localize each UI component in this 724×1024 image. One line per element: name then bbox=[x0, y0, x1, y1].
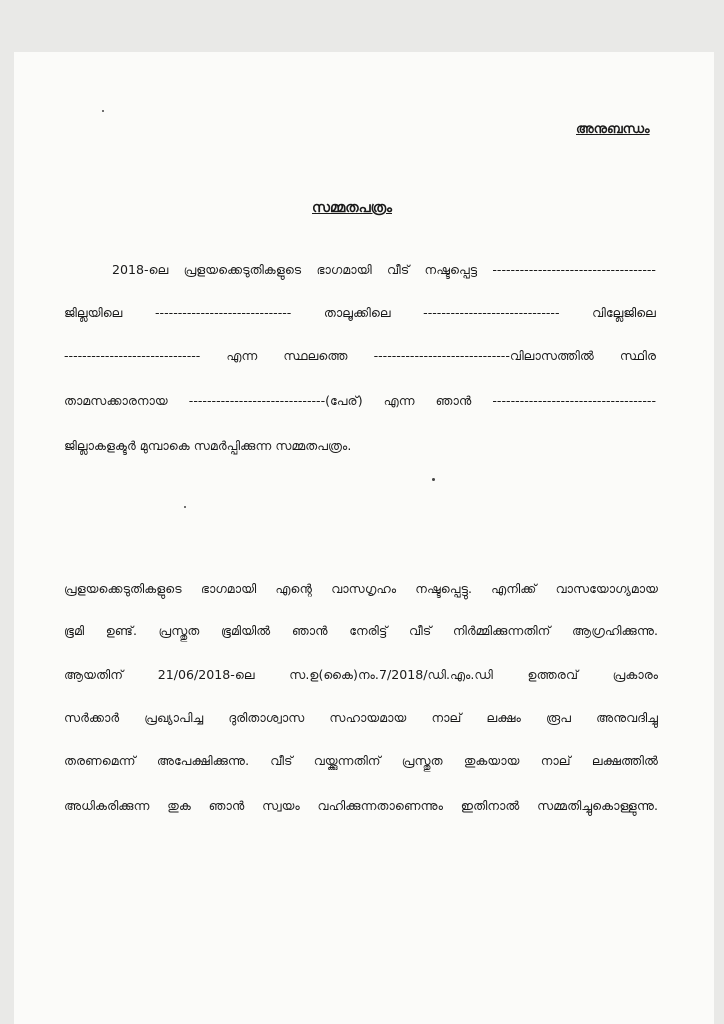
statement-line-5: തരണമെന്ന് അപേക്ഷിക്കുന്നു. വീട് വയ്ക്കുന്നതിന് പ്രസ്തുത തുകയായ നാല് ലക്ഷത്തിൽ bbox=[64, 753, 658, 768]
scan-speck bbox=[432, 478, 435, 481]
blank-field: ------------------------------(പേര്) bbox=[188, 393, 363, 408]
statement-line-6: അധികരിക്കുന്ന തുക ഞാൻ സ്വയം വഹിക്കുന്നതാണെന്നും ഇതിനാൽ സമ്മതിച്ചുകൊള്ളുന്നു. bbox=[64, 798, 658, 813]
closing-text: ജില്ലാകളക്ടർ മുമ്പാകെ സമർപ്പിക്കുന്ന സമ്മതപത്രം. bbox=[64, 438, 352, 453]
scan-speck bbox=[184, 506, 186, 508]
closing-line bbox=[64, 435, 656, 457]
form-word: സ്ഥലത്തെ bbox=[283, 348, 348, 363]
form-word: താമസക്കാരനായ bbox=[64, 393, 168, 408]
form-word: ജില്ലയിലെ bbox=[64, 305, 123, 320]
form-line-3 bbox=[64, 345, 656, 367]
form-line-2 bbox=[64, 302, 656, 324]
form-word: ഞാൻ bbox=[435, 393, 472, 408]
blank-field: ------------------------------ bbox=[423, 305, 560, 320]
form-word: 2018-ലെ bbox=[112, 262, 169, 277]
blank-field: ------------------------------ bbox=[64, 348, 201, 363]
statement-line-2: ഭൂമി ഉണ്ട്. പ്രസ്തുത ഭൂമിയിൽ ഞാൻ നേരിട്ട് വീട് നിർമ്മിക്കുന്നതിന് ആഗ്രഹിക്കുന്നു. bbox=[64, 623, 658, 638]
blank-field: ------------------------------ bbox=[155, 305, 292, 320]
blank-field: ------------------------------------ bbox=[492, 262, 656, 277]
form-line-4 bbox=[64, 390, 656, 412]
form-word: പ്രളയക്കെടുതികളുടെ bbox=[183, 262, 302, 277]
blank-field: ------------------------------------ bbox=[492, 393, 656, 408]
annex-label: അനുബന്ധം bbox=[576, 122, 650, 137]
form-word: ഭാഗമായി bbox=[316, 262, 372, 277]
form-word: എന്ന bbox=[383, 393, 415, 408]
document-page bbox=[14, 52, 714, 1024]
form-word: വില്ലേജിലെ bbox=[592, 305, 656, 320]
form-word: ------------------------------വിലാസത്തിൽ bbox=[373, 348, 594, 363]
statement-line-3: ആയതിന് 21/06/2018-ലെ സ.ഉ(കൈ)നം.7/2018/ഡി.എം.ഡി ഉത്തരവ് പ്രകാരം bbox=[64, 667, 658, 682]
statement-line-1: പ്രളയക്കെടുതികളുടെ ഭാഗമായി എന്റെ വാസഗൃഹം നഷ്ടപ്പെട്ടു. എനിക്ക് വാസയോഗ്യമായ bbox=[64, 581, 658, 596]
statement-line-4: സർക്കാർ പ്രഖ്യാപിച്ച ദുരിതാശ്വാസ സഹായമായ നാല് ലക്ഷം രൂപ അനുവദിച്ചു bbox=[64, 710, 658, 725]
form-word: വീട് bbox=[386, 262, 410, 277]
document-title: സമ്മതപത്രം bbox=[312, 200, 392, 216]
form-line-1 bbox=[112, 259, 656, 281]
scan-speck bbox=[102, 110, 104, 112]
form-word: എന്ന bbox=[226, 348, 258, 363]
form-word: സ്ഥിര bbox=[619, 348, 656, 363]
form-word: നഷ്ടപ്പെട്ട bbox=[424, 262, 478, 277]
form-word: താലൂക്കിലെ bbox=[323, 305, 391, 320]
